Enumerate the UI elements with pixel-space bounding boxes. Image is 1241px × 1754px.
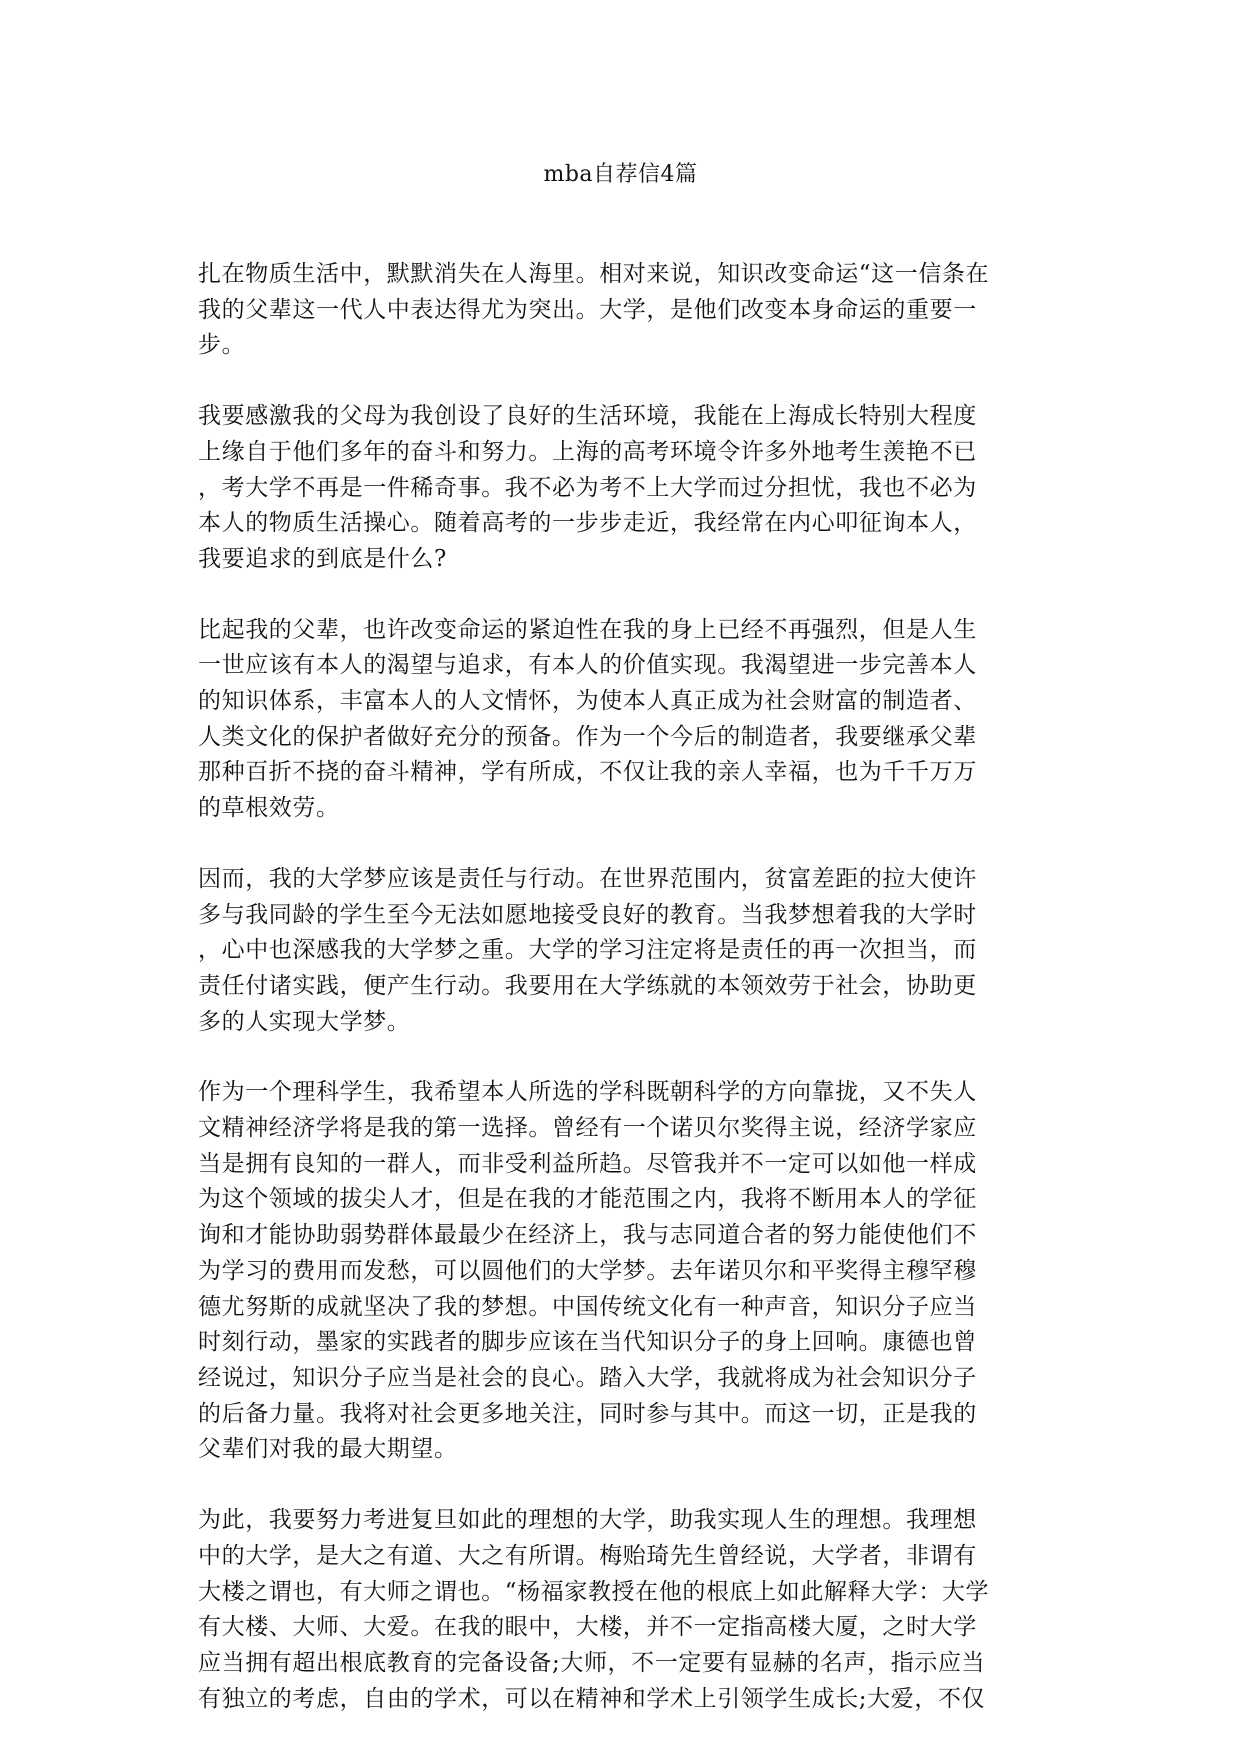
text-line: 为学习的费用而发愁，可以圆他们的大学梦。去年诺贝尔和平奖得主穆罕穆 <box>198 1257 977 1284</box>
paragraph-3 <box>198 613 1043 827</box>
text-line: 德尤努斯的成就坚决了我的梦想。中国传统文化有一种声音，知识分子应当 <box>198 1293 977 1320</box>
document-body <box>198 257 1043 1752</box>
document-title: mba自荐信4篇 <box>543 162 698 187</box>
text-line: 应当拥有超出根底教育的完备设备;大师，不一定要有显赫的名声，指示应当 <box>198 1649 986 1676</box>
text-line: 为这个领域的拔尖人才，但是在我的才能范围之内，我将不断用本人的学征 <box>198 1186 977 1213</box>
text-line: 步。 <box>198 332 246 359</box>
text-line: 上缘自于他们多年的奋斗和努力。上海的高考环境令许多外地考生羡艳不已 <box>198 438 977 465</box>
text-line: 人类文化的保护者做好充分的预备。作为一个今后的制造者，我要继承父辈 <box>198 723 977 750</box>
text-line: 经说过，知识分子应当是社会的良心。踏入大学，我就将成为社会知识分子 <box>198 1364 977 1391</box>
text-line: 那种百折不挠的奋斗精神，学有所成，不仅让我的亲人幸福，也为千千万万 <box>198 759 977 786</box>
text-line: 我要追求的到底是什么? <box>198 545 447 572</box>
text-line: 父辈们对我的最大期望。 <box>198 1436 458 1463</box>
text-line: 多与我同龄的学生至今无法如愿地接受良好的教育。当我梦想着我的大学时 <box>198 901 977 928</box>
text-line: 比起我的父辈，也许改变命运的紧迫性在我的身上已经不再强烈，但是人生 <box>198 616 977 643</box>
text-line: 责任付诸实践，便产生行动。我要用在大学练就的本领效劳于社会，协助更 <box>198 972 977 999</box>
text-line: 多的人实现大学梦。 <box>198 1008 411 1035</box>
text-line: ，考大学不再是一件稀奇事。我不必为考不上大学而过分担忧，我也不必为 <box>198 474 977 501</box>
text-line: 因而，我的大学梦应该是责任与行动。在世界范围内，贫富差距的拉大使许 <box>198 865 977 892</box>
text-line: 一世应该有本人的渴望与追求，有本人的价值实现。我渴望进一步完善本人 <box>198 652 977 679</box>
text-line: 的后备力量。我将对社会更多地关注，同时参与其中。而这一切，正是我的 <box>198 1400 977 1427</box>
text-line: 中的大学，是大之有道、大之有所谓。梅贻琦先生曾经说，大学者，非谓有 <box>198 1542 977 1569</box>
paragraph-4 <box>198 862 1043 1041</box>
text-line: 为此，我要努力考进复旦如此的理想的大学，助我实现人生的理想。我理想 <box>198 1507 977 1534</box>
text-line: 时刻行动，墨家的实践者的脚步应该在当代知识分子的身上回响。康德也曾 <box>198 1329 977 1356</box>
paragraph-5 <box>198 1075 1043 1468</box>
text-line: 文精神经济学将是我的第一选择。曾经有一个诺贝尔奖得主说，经济学家应 <box>198 1115 977 1142</box>
paragraph-2 <box>198 399 1043 578</box>
paragraph-1 <box>198 257 1043 364</box>
text-line: 询和才能协助弱势群体最最少在经济上，我与志同道合者的努力能使他们不 <box>198 1222 977 1249</box>
text-line: 有独立的考虑，自由的学术，可以在精神和学术上引领学生成长;大爱，不仅 <box>198 1685 986 1712</box>
text-line: ，心中也深感我的大学梦之重。大学的学习注定将是责任的再一次担当，而 <box>198 937 977 964</box>
paragraph-6 <box>198 1503 1043 1717</box>
text-line: 我的父辈这一代人中表达得尤为突出。大学，是他们改变本身命运的重要一 <box>198 296 977 323</box>
text-line: 当是拥有良知的一群人，而非受利益所趋。尽管我并不一定可以如他一样成 <box>198 1150 977 1177</box>
text-line: 大楼之谓也，有大师之谓也。“杨福家教授在他的根底上如此解释大学：大学 <box>198 1578 990 1605</box>
text-line: 作为一个理科学生，我希望本人所选的学科既朝科学的方向靠拢，又不失人 <box>198 1079 977 1106</box>
text-line: 有大楼、大师、大爱。在我的眼中，大楼，并不一定指高楼大厦，之时大学 <box>198 1614 977 1641</box>
text-line: 的知识体系，丰富本人的人文情怀，为使本人真正成为社会财富的制造者、 <box>198 688 977 715</box>
text-line: 的草根效劳。 <box>198 795 340 822</box>
text-line: 我要感激我的父母为我创设了良好的生活环境，我能在上海成长特别大程度 <box>198 403 977 430</box>
text-line: 扎在物质生活中，默默消失在人海里。相对来说，知识改变命运“这一信条在 <box>198 261 990 287</box>
text-line: 本人的物质生活操心。随着高考的一步步走近，我经常在内心叩征询本人， <box>198 510 977 537</box>
